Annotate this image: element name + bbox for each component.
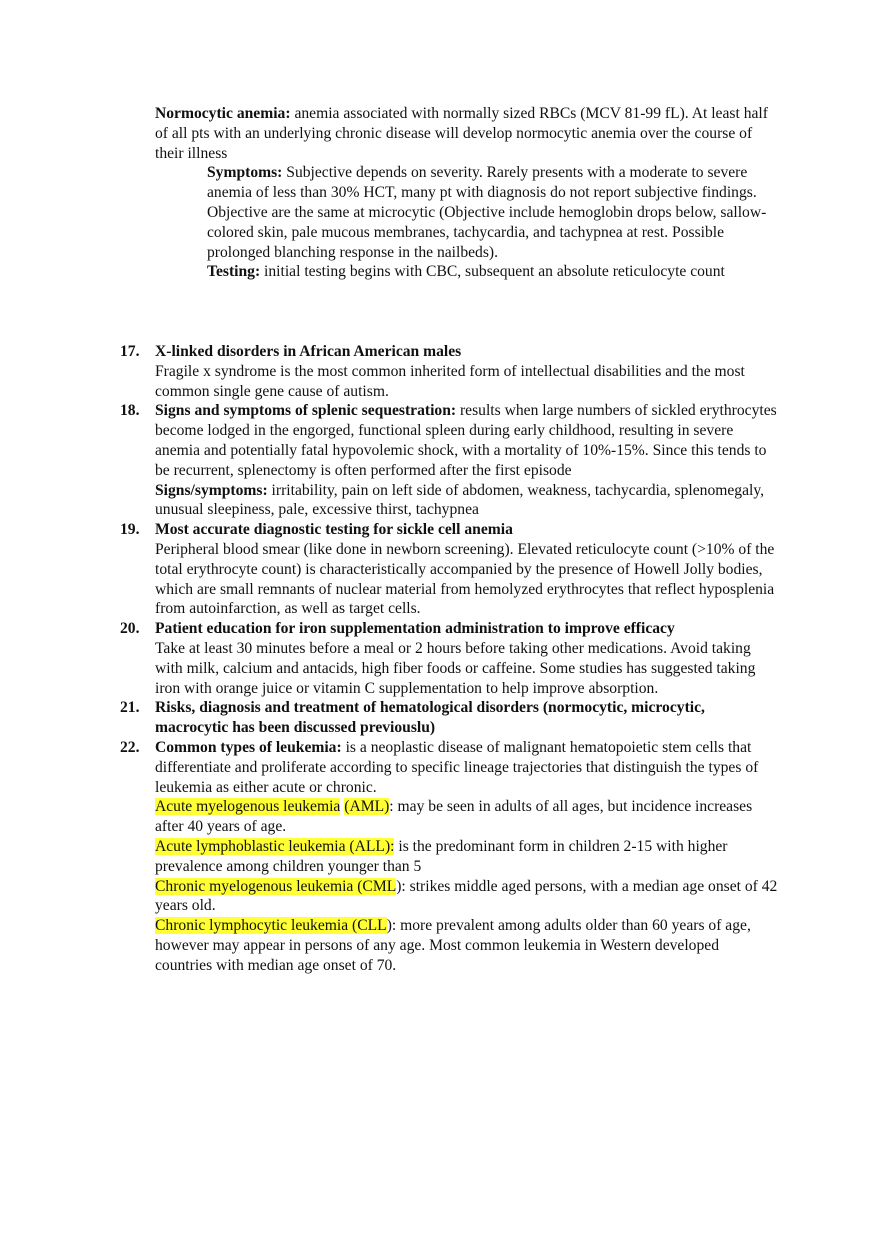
leukemia-cml xyxy=(155,877,780,917)
leukemia-all xyxy=(155,837,780,877)
testing-text: initial testing begins with CBC, subsequent an absolute reticulocyte count xyxy=(260,263,725,281)
leukemia-cll xyxy=(155,916,780,975)
highlighted-term: Chronic myelogenous leukemia (CML xyxy=(155,877,397,895)
signs-symptoms-label: Signs/symptoms: xyxy=(155,481,268,499)
item-number: 19. xyxy=(120,521,140,539)
numbered-list xyxy=(120,342,780,976)
item-body: results when large numbers of sickled erythrocytes become lodged in the engorged, functional spleen during early childhood, resulting in severe anemia and potentially fatal hypovolemic shock, with a mortality of 10%-15%. Since this tends to be recurrent, splenectomy is often performed after the first episode xyxy=(155,402,777,479)
highlighted-term: Acute lymphoblastic leukemia (ALL): xyxy=(155,837,395,855)
list-item-21 xyxy=(120,698,780,738)
item-heading: X-linked disorders in African American males xyxy=(155,343,462,360)
leukemia-description: ): more prevalent among adults older than 60 years of age, however may appear in persons of any age. Most common leukemia in Western developed countries with median age onset of 70. xyxy=(155,917,751,974)
normocytic-anemia-section xyxy=(155,104,780,282)
item-body: is a neoplastic disease of malignant hematopoietic stem cells that differentiate and proliferate according to specific lineage trajectories that distinguish the types of leukemia as either acute or chronic. xyxy=(155,738,759,796)
leukemia-description: ): strikes middle aged persons, with a median age onset of 42 years old. xyxy=(155,877,778,915)
list-item-19 xyxy=(120,520,780,619)
list-item-22 xyxy=(120,738,780,976)
normocytic-details xyxy=(155,163,780,282)
item-number: 22. xyxy=(120,738,140,756)
highlighted-abbrev: (AML) xyxy=(344,798,390,816)
item-number: 21. xyxy=(120,699,140,717)
signs-symptoms-text: irritability, pain on left side of abdomen, weakness, tachycardia, splenomegaly, unusual sleepiness, pale, excessive thirst, tachypnea xyxy=(155,481,765,519)
list-item-20 xyxy=(120,619,780,698)
item-heading: Most accurate diagnostic testing for sickle cell anemia xyxy=(155,521,513,539)
item-body: Fragile x syndrome is the most common inherited form of intellectual disabilities and the most common single gene cause of autism. xyxy=(155,362,745,400)
list-item-18 xyxy=(120,401,780,520)
leukemia-description: : may be seen in adults of all ages, but incidence increases after 40 years of age. xyxy=(155,798,753,836)
testing-label: Testing: xyxy=(207,263,261,281)
item-heading: Patient education for iron supplementation administration to improve efficacy xyxy=(155,620,675,638)
item-heading: Risks, diagnosis and treatment of hematological disorders (normocytic, microcytic, macrocytic has been discussed previouslu) xyxy=(155,699,705,737)
item-number: 18. xyxy=(120,402,140,420)
leukemia-description: is the predominant form in children 2-15 with higher prevalence among children younger than 5 xyxy=(155,837,728,875)
item-heading: Common types of leukemia: xyxy=(155,738,342,756)
symptoms-paragraph xyxy=(207,163,780,262)
list-item-17 xyxy=(120,342,780,401)
symptoms-label: Symptoms: xyxy=(207,164,283,182)
item-heading: Signs and symptoms of splenic sequestration: xyxy=(155,402,457,420)
item-body: Peripheral blood smear (like done in newborn screening). Elevated reticulocyte count (>10% of the total erythrocyte count) is characteristically accompanied by the presence of Howell Jolly bodies, which are small remnants of nuclear material from hemolyzed erythrocytes that reflect hyposplenia from autoinfarction, as well as target cells. xyxy=(155,540,775,618)
symptoms-text: Subjective depends on severity. Rarely presents with a moderate to severe anemia of less than 30% HCT, many pt with diagnosis do not report subjective findings. Objective are the same at microcytic (Objective include hemoglobin drops below, sallow-colored skin, pale mucous membranes, tachycardia, and tachypnea at rest. Possible prolonged blanching response in the nailbeds). xyxy=(207,164,767,261)
highlighted-term: Acute myelogenous leukemia xyxy=(155,798,341,816)
testing-paragraph xyxy=(207,262,780,282)
normocytic-heading: Normocytic anemia: xyxy=(155,105,291,122)
leukemia-aml xyxy=(155,797,780,837)
normocytic-text: anemia associated with normally sized RBCs (MCV 81-99 fL). At least half of all pts with an underlying chronic disease will develop normocytic anemia over the course of their illness xyxy=(155,105,768,162)
normocytic-paragraph xyxy=(155,104,780,163)
item-body: Take at least 30 minutes before a meal or 2 hours before taking other medications. Avoid taking with milk, calcium and antacids, high fiber foods or caffeine. Some studies has suggested taking iron with orange juice or vitamin C supplementation to help improve absorption. xyxy=(155,639,756,697)
highlighted-term: Chronic lymphocytic leukemia (CLL xyxy=(155,917,387,935)
item-number: 17. xyxy=(120,343,140,360)
item-number: 20. xyxy=(120,620,140,638)
